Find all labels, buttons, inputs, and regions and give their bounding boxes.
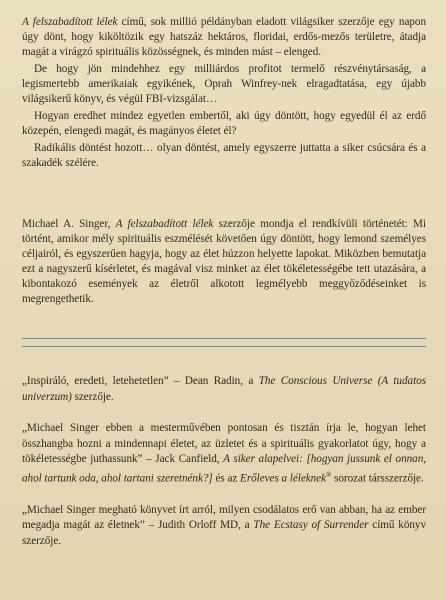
endorsement-quote [22, 421, 426, 487]
quote-series-title: Erőleves a léleknek [240, 472, 327, 485]
intro-text [22, 15, 426, 173]
author-name: Michael A. Singer, [22, 218, 116, 230]
divider [22, 338, 426, 350]
quote-book-title: The Conscious Universe (A tudatos univerzum) [22, 375, 426, 403]
registered-mark: ® [326, 470, 332, 479]
quote-tail: sorozat társszerzője. [331, 472, 424, 485]
author-book-title: A felszabadított lélek [115, 218, 214, 230]
quote-tail: szerzője. [71, 390, 114, 403]
intro-paragraph-1 [22, 15, 426, 60]
intro-paragraph-3: Hogyan eredhet mindez egyetlen embertől, aki úgy döntött, hogy egyedül él az erdő közepén, elengedi magát, és magányos életet él? [22, 110, 426, 137]
book-title: A felszabadított lélek [22, 16, 118, 28]
quote-connector: és az [212, 472, 241, 485]
endorsements [22, 374, 426, 565]
divider-line-bottom [22, 346, 426, 347]
quote-text: „Michael Singer megható könyvet írt arról, milyen csodálatos erő van abban, ha az ember megadja magát az életnek” – Judith Orloff MD, a [22, 503, 426, 532]
author-paragraph-text: szerzője mondja el rendkívüli történetét: Mi történt, amikor mély spirituális eszmélését követően úgy döntött, hogy lemond személyes céljairól, és egyszerűen hagyja, hogy az élet húzzon helyette lapokat. Miközben bemutatja ezt a nagyszerű kísérletet, és magával visz minket az élet tökéletességébe tett utazására, a kibontakozó események az életről alkotott legmélyebb meggyőződéseinket is megrengethetik. [22, 218, 427, 305]
endorsement-quote [22, 374, 426, 405]
endorsement-quote [22, 503, 426, 550]
quote-text: „Inspiráló, eredeti, letehetetlen” – Dean Radin, a [22, 375, 259, 387]
quote-tail: című könyv szerzője. [22, 519, 426, 547]
quote-book-title: A siker alapelvei: [hogyan jussunk el onnan, ahol tartunk oda, ahol tartani szeretnénk?] [22, 453, 426, 485]
author-paragraph [22, 217, 426, 307]
intro-paragraph-2: De hogy jön mindehhez egy milliárdos profitot termelő részvénytársaság, a legismertebb amerikaiak egyikének, Oprah Winfrey-nek elragadtatása, egy újabb világsikerű könyv, és végül FBI-vizsgálat… [22, 63, 426, 105]
author-text [22, 217, 426, 307]
intro-paragraph-1-text: című, sok millió példányban eladott világsiker szerzője egy napon úgy dönt, hogy kiköltözik egy hatszáz hektáros, floridai, erdős-mezős területre, átadja magát a virágzó spirituális közösségnek, és minden mást – elenged. [22, 16, 426, 58]
divider-line-top [22, 338, 426, 339]
quote-book-title: The Ecstasy of Surrender [253, 519, 369, 532]
intro-paragraph-4: Radikális döntést hozott… olyan döntést, amely egyszerre juttatta a siker csúcsára és a szakadék szélére. [22, 142, 426, 169]
quote-text: „Michael Singer ebben a mesterművében pontosan és tisztán írja le, hogyan lehet összhangba hozni a mindennapi életet, az üzletet és a spirituális gyakorlatot úgy, hogy a tökéletességbe juthassunk” – Jack Canfield, [22, 422, 426, 465]
